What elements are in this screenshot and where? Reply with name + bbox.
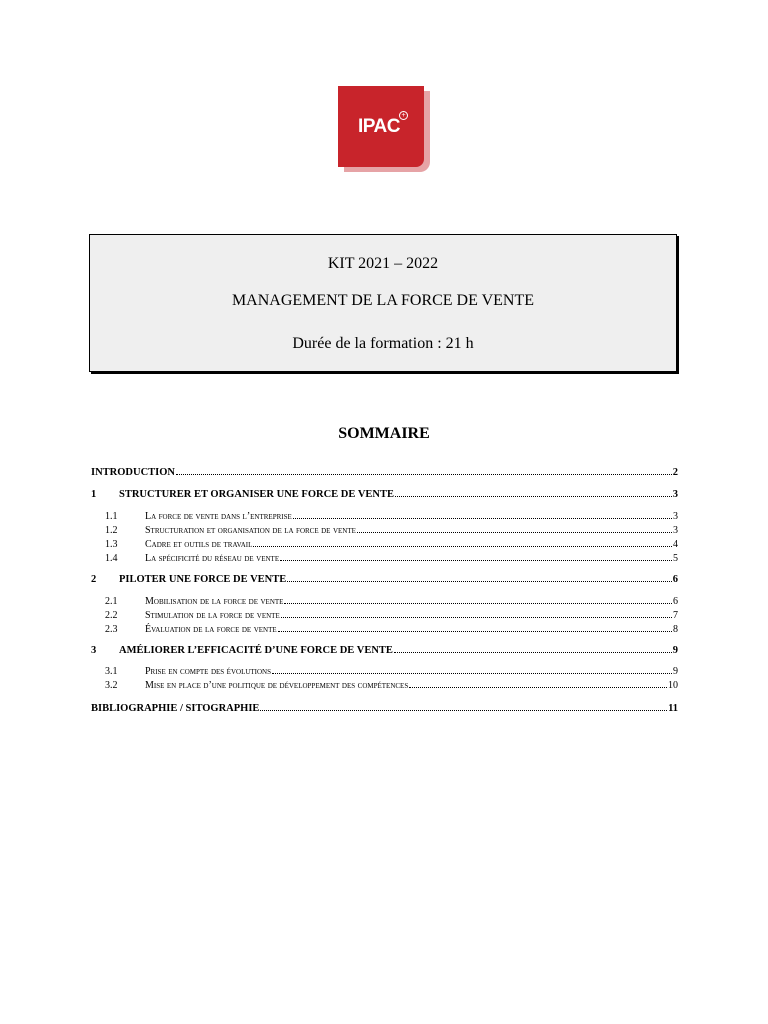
toc-entry-page: 10 (668, 680, 678, 691)
logo-plus-icon: + (399, 111, 408, 120)
toc-entry[interactable] (91, 539, 678, 550)
toc-entry-page: 2 (672, 467, 678, 478)
toc-entry-label: La force de vente dans l’entreprise (145, 511, 292, 522)
toc-entry[interactable] (91, 703, 678, 714)
toc-entry-number: 1.4 (105, 553, 118, 564)
toc-entry[interactable] (91, 645, 678, 656)
toc-entry-number: 2 (91, 574, 97, 585)
toc-entry-number: 2.3 (105, 624, 118, 635)
toc-entry-number: 3.1 (105, 666, 118, 677)
toc-entry[interactable] (91, 525, 678, 536)
toc-entry-page: 6 (672, 574, 678, 585)
toc-entry-label: PILOTER UNE FORCE DE VENTE (119, 574, 287, 585)
summary-title: SOMMAIRE (338, 425, 430, 442)
toc-entry-page: 4 (673, 539, 678, 550)
toc-entry-label: Structuration et organisation de la force de vente (145, 525, 356, 536)
toc-dot-leader (176, 474, 672, 475)
toc-dot-leader (253, 546, 672, 547)
toc-entry[interactable] (91, 610, 678, 621)
toc-entry-page: 3 (672, 489, 678, 500)
toc-entry[interactable] (91, 553, 678, 564)
toc-entry-label: BIBLIOGRAPHIE / SITOGRAPHIE (91, 703, 260, 714)
toc-dot-leader (281, 617, 672, 618)
toc-entry-number: 1.2 (105, 525, 118, 536)
toc-entry-label: INTRODUCTION (91, 467, 176, 478)
toc-entry-page: 8 (673, 624, 678, 635)
toc-entry-label: Stimulation de la force de vente (145, 610, 280, 621)
toc-entry-page: 7 (673, 610, 678, 621)
toc-entry-page: 5 (673, 553, 678, 564)
toc-entry[interactable] (91, 680, 678, 691)
toc-dot-leader (278, 631, 672, 632)
toc-entry-label: Mise en place d’une politique de développement des compétences (145, 680, 409, 691)
toc-entry-label: Mobilisation de la force de vente (145, 596, 284, 607)
kit-year: KIT 2021 – 2022 (327, 255, 439, 272)
toc-entry[interactable] (91, 511, 678, 522)
toc-dot-leader (260, 710, 667, 711)
ipac-logo (338, 86, 430, 172)
logo-text: IPAC (358, 116, 400, 137)
toc-dot-leader (409, 687, 667, 688)
title-box (89, 234, 677, 372)
toc-entry-page: 9 (673, 666, 678, 677)
toc-entry[interactable] (91, 467, 678, 478)
toc-dot-leader (284, 603, 672, 604)
toc-entry-page: 9 (672, 645, 678, 656)
toc-dot-leader (395, 496, 672, 497)
toc-entry-label: Évaluation de la force de vente (145, 624, 277, 635)
toc-entry-page: 3 (673, 525, 678, 536)
toc-dot-leader (357, 532, 672, 533)
course-title: MANAGEMENT DE LA FORCE DE VENTE (231, 292, 535, 309)
toc-entry-number: 1 (91, 489, 97, 500)
toc-entry-number: 2.1 (105, 596, 118, 607)
toc-dot-leader (272, 673, 672, 674)
toc-entry-number: 1.1 (105, 511, 118, 522)
logo-box (338, 86, 424, 167)
toc-entry-label: Cadre et outils de travail (145, 539, 253, 550)
toc-entry-label: AMÉLIORER L’EFFICACITÉ D’UNE FORCE DE VENTE (119, 645, 393, 656)
toc-entry[interactable] (91, 489, 678, 500)
toc-entry[interactable] (91, 574, 678, 585)
toc-entry-number: 3.2 (105, 680, 118, 691)
toc-dot-leader (280, 560, 672, 561)
course-duration: Durée de la formation : 21 h (292, 335, 474, 352)
toc-dot-leader (394, 652, 672, 653)
toc-entry-label: La spécificité du réseau de vente (145, 553, 280, 564)
toc-entry[interactable] (91, 624, 678, 635)
toc-entry[interactable] (91, 596, 678, 607)
toc-entry-number: 2.2 (105, 610, 118, 621)
toc-entry[interactable] (91, 666, 678, 677)
toc-entry-page: 11 (668, 703, 678, 714)
toc-entry-page: 3 (673, 511, 678, 522)
toc-dot-leader (287, 581, 671, 582)
toc-entry-number: 1.3 (105, 539, 118, 550)
toc-entry-label: Prise en compte des évolutions (145, 666, 272, 677)
toc-entry-label: STRUCTURER ET ORGANISER UNE FORCE DE VENTE (119, 489, 394, 500)
toc-entry-number: 3 (91, 645, 97, 656)
toc-entry-page: 6 (673, 596, 678, 607)
toc-dot-leader (293, 518, 672, 519)
